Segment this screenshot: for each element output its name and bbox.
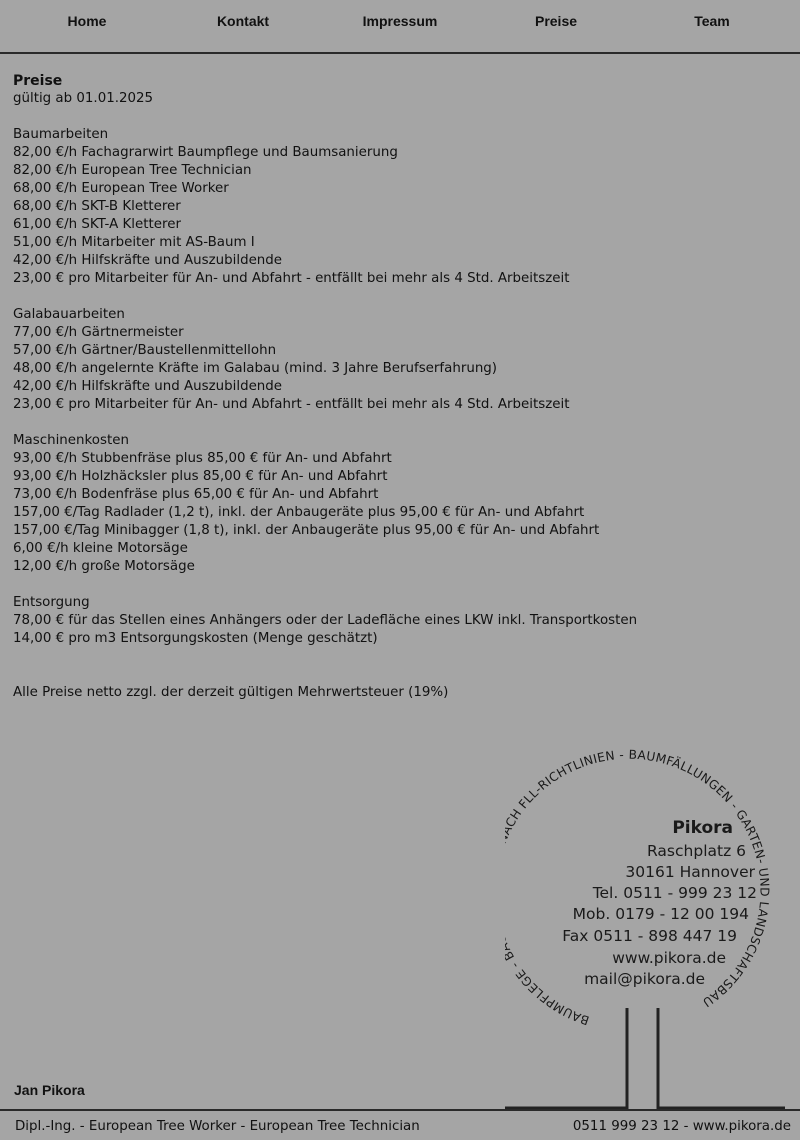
section-baumarbeiten bbox=[13, 126, 713, 288]
price-line: 77,00 €/h Gärtnermeister bbox=[13, 325, 184, 340]
price-line: 6,00 €/h kleine Motorsäge bbox=[13, 541, 188, 556]
price-line: 157,00 €/Tag Radlader (1,2 t), inkl. der Anbaugeräte plus 95,00 € für An- und Abfahrt bbox=[13, 505, 585, 520]
price-line: 14,00 € pro m3 Entsorgungskosten (Menge geschätzt) bbox=[13, 631, 378, 646]
price-line: 93,00 €/h Stubbenfräse plus 85,00 € für An- und Abfahrt bbox=[13, 451, 392, 466]
price-line: 68,00 €/h SKT-B Kletterer bbox=[13, 199, 181, 214]
nav-kontakt[interactable]: Kontakt bbox=[216, 13, 270, 29]
company-stamp-tree-logo bbox=[505, 745, 785, 1120]
section-heading: Entsorgung bbox=[13, 595, 90, 610]
price-line: 42,00 €/h Hilfskräfte und Auszubildende bbox=[13, 379, 283, 394]
price-line: 68,00 €/h European Tree Worker bbox=[13, 181, 229, 196]
vat-note: Alle Preise netto zzgl. der derzeit gültigen Mehrwertsteuer (19%) bbox=[13, 685, 449, 700]
stamp-web: www.pikora.de bbox=[612, 949, 726, 967]
owner-name: Jan Pikora bbox=[14, 1082, 85, 1098]
price-line: 48,00 €/h angelernte Kräfte im Galabau (mind. 3 Jahre Berufserfahrung) bbox=[13, 361, 498, 376]
stamp-mail: mail@pikora.de bbox=[584, 970, 705, 988]
section-heading: Galabauarbeiten bbox=[13, 307, 125, 322]
trunk-right-line bbox=[658, 1008, 785, 1108]
stamp-street: Raschplatz 6 bbox=[647, 842, 746, 860]
price-list bbox=[13, 72, 713, 702]
nav-team[interactable]: Team bbox=[694, 13, 730, 29]
price-line: 42,00 €/h Hilfskräfte und Auszubildende bbox=[13, 253, 283, 268]
price-line: 51,00 €/h Mitarbeiter mit AS-Baum I bbox=[13, 235, 255, 250]
price-line: 93,00 €/h Holzhäcksler plus 85,00 € für An- und Abfahrt bbox=[13, 469, 388, 484]
footer-divider bbox=[0, 1109, 800, 1111]
price-line: 57,00 €/h Gärtner/Baustellenmittellohn bbox=[13, 343, 277, 358]
price-line: 23,00 € pro Mitarbeiter für An- und Abfahrt - entfällt bei mehr als 4 Std. Arbeitszeit bbox=[13, 397, 570, 412]
price-line: 157,00 €/Tag Minibagger (1,8 t), inkl. der Anbaugeräte plus 95,00 € für An- und Abfahrt bbox=[13, 523, 600, 538]
section-entsorgung bbox=[13, 594, 713, 648]
tree-stamp-graphic bbox=[505, 745, 785, 1120]
section-heading: Maschinenkosten bbox=[13, 433, 129, 448]
stamp-fax: Fax 0511 - 898 447 19 bbox=[562, 927, 737, 945]
price-line: 78,00 € für das Stellen eines Anhängers oder der Ladefläche eines LKW inkl. Transportkosten bbox=[13, 613, 638, 628]
price-line: 12,00 €/h große Motorsäge bbox=[13, 559, 195, 574]
nav-home[interactable]: Home bbox=[67, 13, 107, 29]
footer-contact: 0511 999 23 12 - www.pikora.de bbox=[572, 1119, 791, 1134]
stamp-name: Pikora bbox=[672, 818, 733, 838]
section-galabauarbeiten bbox=[13, 306, 713, 414]
main-navigation bbox=[0, 0, 800, 54]
price-line: 73,00 €/h Bodenfräse plus 65,00 € für An- und Abfahrt bbox=[13, 487, 379, 502]
stamp-mob: Mob. 0179 - 12 00 194 bbox=[572, 905, 749, 923]
page-title: Preise bbox=[13, 73, 63, 89]
stamp-city: 30161 Hannover bbox=[625, 863, 755, 881]
trunk-left-line bbox=[505, 1008, 627, 1108]
section-maschinenkosten bbox=[13, 432, 713, 576]
stamp-tel: Tel. 0511 - 999 23 12 bbox=[592, 884, 757, 902]
section-heading: Baumarbeiten bbox=[13, 127, 109, 142]
price-line: 23,00 € pro Mitarbeiter für An- und Abfahrt - entfällt bei mehr als 4 Std. Arbeitszeit bbox=[13, 271, 570, 286]
footer-qualifications: Dipl.-Ing. - European Tree Worker - European Tree Technician bbox=[15, 1119, 420, 1134]
price-line: 61,00 €/h SKT-A Kletterer bbox=[13, 217, 181, 232]
price-line: 82,00 €/h European Tree Technician bbox=[13, 163, 252, 178]
valid-from-text: gültig ab 01.01.2025 bbox=[13, 91, 154, 106]
stamp-arc-text: BAUMPFLEGE - H FLL-RICHTLINIEN - BAUMFÄLLUNGEN - GARTEN- UND LANDSCHAFTSBAU bbox=[507, 747, 772, 1028]
price-line: 82,00 €/h Fachagrarwirt Baumpflege und Baumsanierung bbox=[13, 145, 398, 160]
nav-impressum[interactable]: Impressum bbox=[362, 13, 438, 29]
nav-preise[interactable]: Preise bbox=[534, 13, 578, 29]
